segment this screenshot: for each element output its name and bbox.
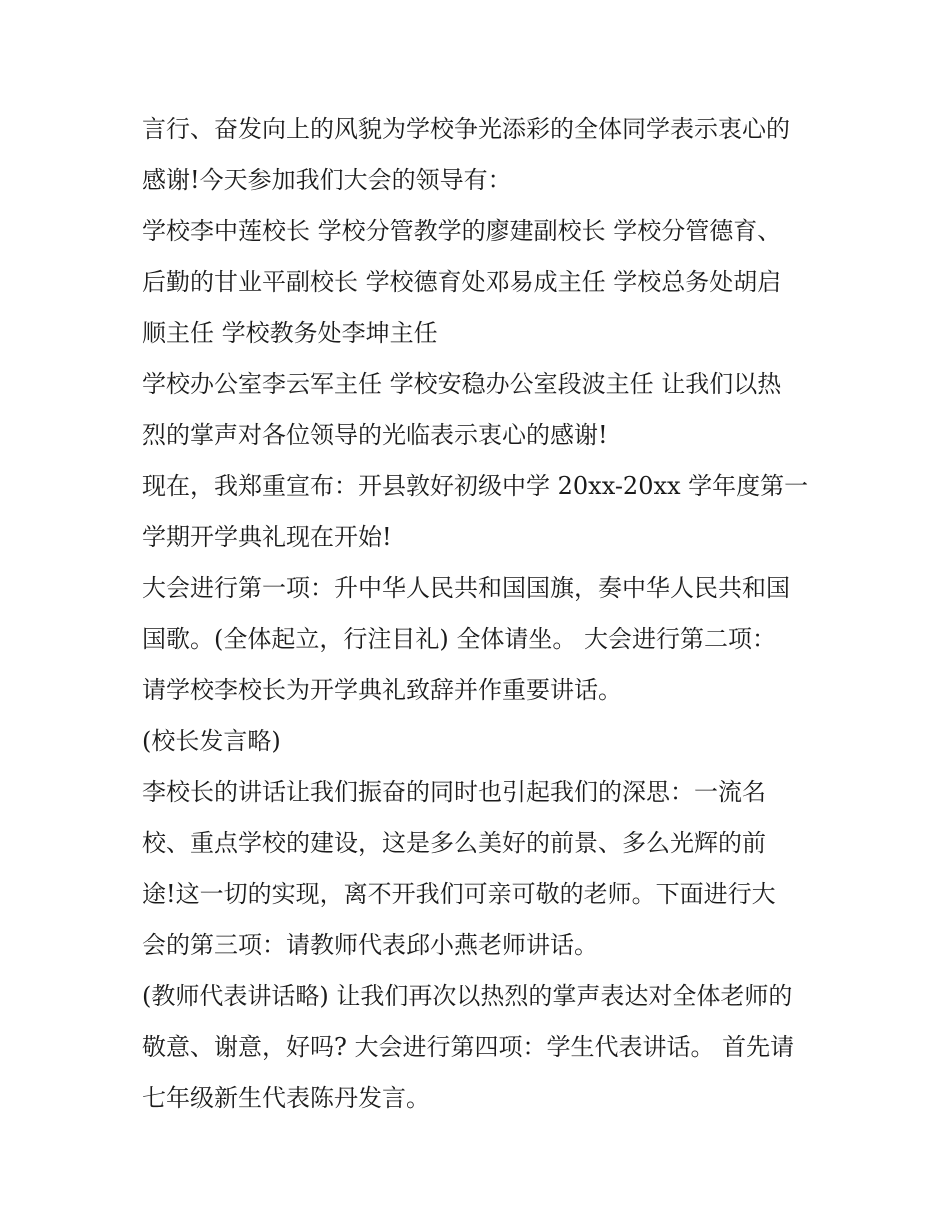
text-line: 现在，我郑重宣布：开县敦好初级中学 20xx-20xx 学年度第一: [142, 472, 809, 500]
text-line: 学期开学典礼现在开始!: [142, 523, 392, 551]
text-line: 烈的掌声对各位领导的光临表示衷心的感谢!: [142, 421, 608, 449]
text-line: 后勤的甘业平副校长 学校德育处邓易成主任 学校总务处胡启: [142, 268, 782, 296]
text-line: 七年级新生代表陈丹发言。: [142, 1084, 430, 1112]
text-line: (校长发言略): [142, 727, 281, 755]
text-line: 途!这一切的实现，离不开我们可亲可敬的老师。下面进行大: [142, 880, 776, 908]
text-line: 李校长的讲话让我们振奋的同时也引起我们的深思：一流名: [142, 778, 766, 806]
text-line: (教师代表讲话略) 让我们再次以热烈的掌声表达对全体老师的: [142, 982, 793, 1010]
text-line: 国歌。(全体起立，行注目礼) 全体请坐。 大会进行第二项：: [142, 625, 776, 653]
text-line: 校、重点学校的建设，这是多么美好的前景、多么光辉的前: [142, 829, 766, 857]
text-line: 大会进行第一项：升中华人民共和国国旗，奏中华人民共和国: [142, 574, 790, 602]
text-line: 会的第三项：请教师代表邱小燕老师讲话。: [142, 931, 598, 959]
text-line: 言行、奋发向上的风貌为学校争光添彩的全体同学表示衷心的: [142, 115, 790, 143]
text-line: 敬意、谢意，好吗? 大会进行第四项：学生代表讲话。 首先请: [142, 1033, 795, 1061]
text-line: 感谢!今天参加我们大会的领导有：: [142, 166, 512, 194]
text-line: 请学校李校长为开学典礼致辞并作重要讲话。: [142, 676, 622, 704]
text-line: 学校李中莲校长 学校分管教学的廖建副校长 学校分管德育、: [142, 217, 782, 245]
document-body: [142, 104, 822, 1124]
text-line: 顺主任 学校教务处李坤主任: [142, 319, 438, 347]
text-line: 学校办公室李云军主任 学校安稳办公室段波主任 让我们以热: [142, 370, 782, 398]
